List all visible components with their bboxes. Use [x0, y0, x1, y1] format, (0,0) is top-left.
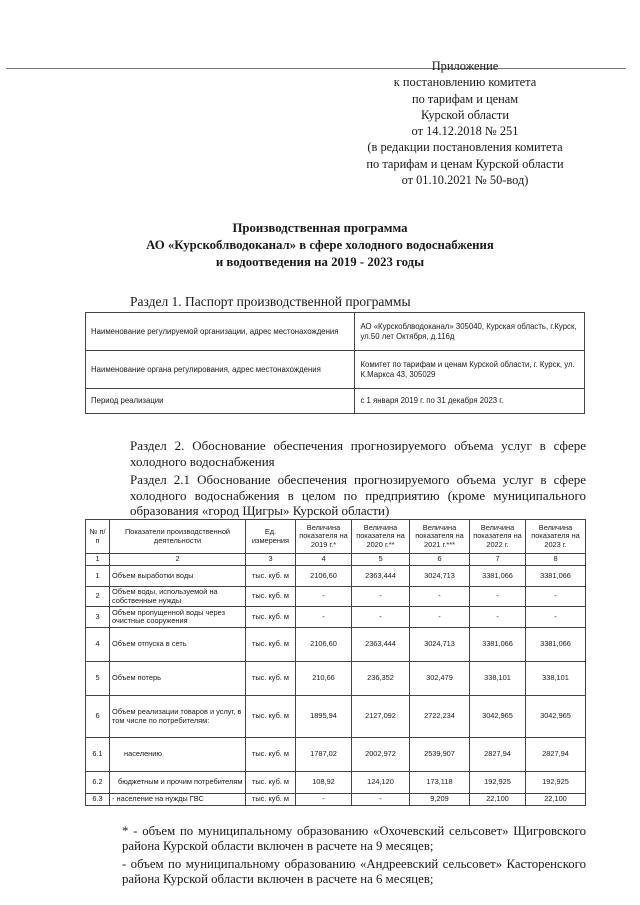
row-value: -	[410, 587, 470, 607]
passport-row	[86, 389, 585, 414]
document-title	[110, 220, 530, 271]
table-row	[86, 628, 586, 662]
row-value: -	[352, 794, 410, 806]
row-number: 6	[86, 696, 110, 738]
row-value: 3042,965	[526, 696, 586, 738]
section2-1-heading	[88, 472, 586, 519]
table-row	[86, 566, 586, 587]
row-value: -	[296, 607, 352, 628]
row-unit: тыс. куб. м	[246, 662, 296, 696]
row-value: 2363,444	[352, 566, 410, 587]
passport-label: Наименование органа регулирования, адрес местонахождения	[86, 351, 355, 389]
footnote-1	[88, 824, 586, 855]
row-unit: тыс. куб. м	[246, 628, 296, 662]
row-value: 22,100	[526, 794, 586, 806]
row-value: -	[470, 607, 526, 628]
row-value: 3381,066	[526, 628, 586, 662]
row-value: 3381,066	[470, 566, 526, 587]
title-line-1: Производственная программа	[232, 221, 408, 235]
table-row	[86, 662, 586, 696]
row-indicator: Объем выработки воды	[110, 566, 246, 587]
row-value: 2127,092	[352, 696, 410, 738]
passport-label: Наименование регулируемой организации, адрес местонахождения	[86, 313, 355, 351]
header-cell: Величина показателя на 2019 г.*	[296, 520, 352, 554]
row-value: 210,66	[296, 662, 352, 696]
row-indicator: - население на нужды ГВС	[110, 794, 246, 806]
title-line-2: АО «Курскоблводоканал» в сфере холодного водоснабжения	[146, 238, 494, 252]
row-value: 338,101	[526, 662, 586, 696]
row-unit: тыс. куб. м	[246, 566, 296, 587]
passport-value: АО «Курскоблводоканал» 305040, Курская область, г.Курск, ул.50 лет Октября, д.116д	[355, 313, 585, 351]
row-number: 3	[86, 607, 110, 628]
row-value: 173,118	[410, 772, 470, 794]
passport-value: с 1 января 2019 г. по 31 декабря 2023 г.	[355, 389, 585, 414]
column-number: 3	[246, 554, 296, 566]
appendix-line: по тарифам и ценам	[411, 91, 519, 106]
passport-row	[86, 351, 585, 389]
row-value: 3381,066	[470, 628, 526, 662]
row-indicator: населению	[110, 738, 246, 772]
row-value: 1787,02	[296, 738, 352, 772]
row-indicator: Объем потерь	[110, 662, 246, 696]
row-number: 6.3	[86, 794, 110, 806]
passport-table	[85, 312, 585, 414]
row-value: 302,479	[410, 662, 470, 696]
header-cell: Величина показателя на 2022 г.	[470, 520, 526, 554]
row-indicator: бюджетным и прочим потребителям	[110, 772, 246, 794]
table-row	[86, 696, 586, 738]
row-value: -	[352, 587, 410, 607]
row-value: 192,925	[526, 772, 586, 794]
table-row	[86, 607, 586, 628]
row-number: 5	[86, 662, 110, 696]
passport-value: Комитет по тарифам и ценам Курской области, г. Курск, ул. К.Маркса 43, 305029	[355, 351, 585, 389]
row-value: 108,92	[296, 772, 352, 794]
appendix-line: к постановлению комитета	[393, 75, 537, 90]
row-value: 9,209	[410, 794, 470, 806]
row-value: 3024,713	[410, 566, 470, 587]
row-indicator: Объем реализации товаров и услуг, в том числе по потребителям:	[110, 696, 246, 738]
row-value: -	[470, 587, 526, 607]
row-value: 2363,444	[352, 628, 410, 662]
column-numbers-row	[86, 554, 586, 566]
header-cell: Показатели производственной деятельности	[110, 520, 246, 554]
row-value: 236,352	[352, 662, 410, 696]
column-number: 2	[110, 554, 246, 566]
row-value: 338,101	[470, 662, 526, 696]
appendix-line: (в редакции постановления комитета	[367, 140, 563, 155]
row-value: -	[410, 607, 470, 628]
row-unit: тыс. куб. м	[246, 738, 296, 772]
row-value: 3024,713	[410, 628, 470, 662]
table-row	[86, 587, 586, 607]
table-header-row	[86, 520, 586, 554]
row-number: 2	[86, 587, 110, 607]
row-unit: тыс. куб. м	[246, 587, 296, 607]
appendix-line: от 01.10.2021 № 50-вод)	[401, 173, 529, 188]
header-cell: Величина показателя на 2020 г.**	[352, 520, 410, 554]
row-indicator: Объем пропущенной воды через очистные сооружения	[110, 607, 246, 628]
row-unit: тыс. куб. м	[246, 772, 296, 794]
row-number: 6.2	[86, 772, 110, 794]
row-value: 2002,972	[352, 738, 410, 772]
column-number: 6	[410, 554, 470, 566]
title-line-3: и водоотведения на 2019 - 2023 годы	[215, 255, 425, 269]
row-value: 192,925	[470, 772, 526, 794]
row-value: 2539,907	[410, 738, 470, 772]
row-value: 2722,234	[410, 696, 470, 738]
row-unit: тыс. куб. м	[246, 696, 296, 738]
row-number: 6.1	[86, 738, 110, 772]
row-value: 2106,60	[296, 628, 352, 662]
row-unit: тыс. куб. м	[246, 607, 296, 628]
indicators-table	[85, 519, 586, 806]
row-indicator: Объем воды, используемой на собственные нужды	[110, 587, 246, 607]
row-value: 22,100	[470, 794, 526, 806]
footnote-2	[88, 857, 586, 888]
header-cell: Величина показателя на 2023 г.	[526, 520, 586, 554]
row-value: 2106,60	[296, 566, 352, 587]
column-number: 7	[470, 554, 526, 566]
row-unit: тыс. куб. м	[246, 794, 296, 806]
column-number: 5	[352, 554, 410, 566]
row-indicator: Объем отпуска в сеть	[110, 628, 246, 662]
table-row	[86, 738, 586, 772]
section2-heading-text: Раздел 2. Обоснование обеспечения прогнозируемого объема услуг в сфере холодного водоснабжения	[130, 438, 586, 469]
section1-heading: Раздел 1. Паспорт производственной программы	[130, 294, 411, 309]
footnote-1-text: * - объем по муниципальному образованию «Охочевский сельсовет» Щигровского района Курской области включен в расчете на 9 месяцев;	[122, 824, 586, 854]
appendix-line: Курской области	[421, 107, 509, 122]
table-row	[86, 794, 586, 806]
section2-1-heading-text: Раздел 2.1 Обоснование обеспечения прогнозируемого объема услуг в сфере холодного водоснабжения в целом по предприятию (кроме муниципального образования «город Щигры» Курской области)	[130, 472, 586, 519]
row-value: -	[296, 587, 352, 607]
row-value: 2827,94	[470, 738, 526, 772]
column-number: 4	[296, 554, 352, 566]
row-number: 1	[86, 566, 110, 587]
appendix-line: Приложение	[431, 59, 499, 73]
table-row	[86, 772, 586, 794]
header-cell: Ед. измерения	[246, 520, 296, 554]
header-cell: № п/п	[86, 520, 110, 554]
row-value: 3381,066	[526, 566, 586, 587]
appendix-line: от 14.12.2018 № 251	[411, 124, 519, 139]
row-value: -	[526, 587, 586, 607]
column-number: 1	[86, 554, 110, 566]
footnote-2-text: - объем по муниципальному образованию «Андреевский сельсовет» Касторенского района Курской области включен в расчете на 6 месяцев;	[122, 857, 586, 887]
row-value: -	[352, 607, 410, 628]
header-cell: Величина показателя на 2021 г.***	[410, 520, 470, 554]
row-value: 3042,965	[470, 696, 526, 738]
passport-label: Период реализации	[86, 389, 355, 414]
row-value: -	[296, 794, 352, 806]
row-value: -	[526, 607, 586, 628]
row-value: 1895,94	[296, 696, 352, 738]
column-number: 8	[526, 554, 586, 566]
section2-heading	[88, 438, 586, 469]
appendix-line: по тарифам и ценам Курской области	[366, 156, 564, 171]
row-number: 4	[86, 628, 110, 662]
row-value: 124,120	[352, 772, 410, 794]
row-value: 2827,94	[526, 738, 586, 772]
passport-row	[86, 313, 585, 351]
appendix-block	[330, 58, 600, 188]
